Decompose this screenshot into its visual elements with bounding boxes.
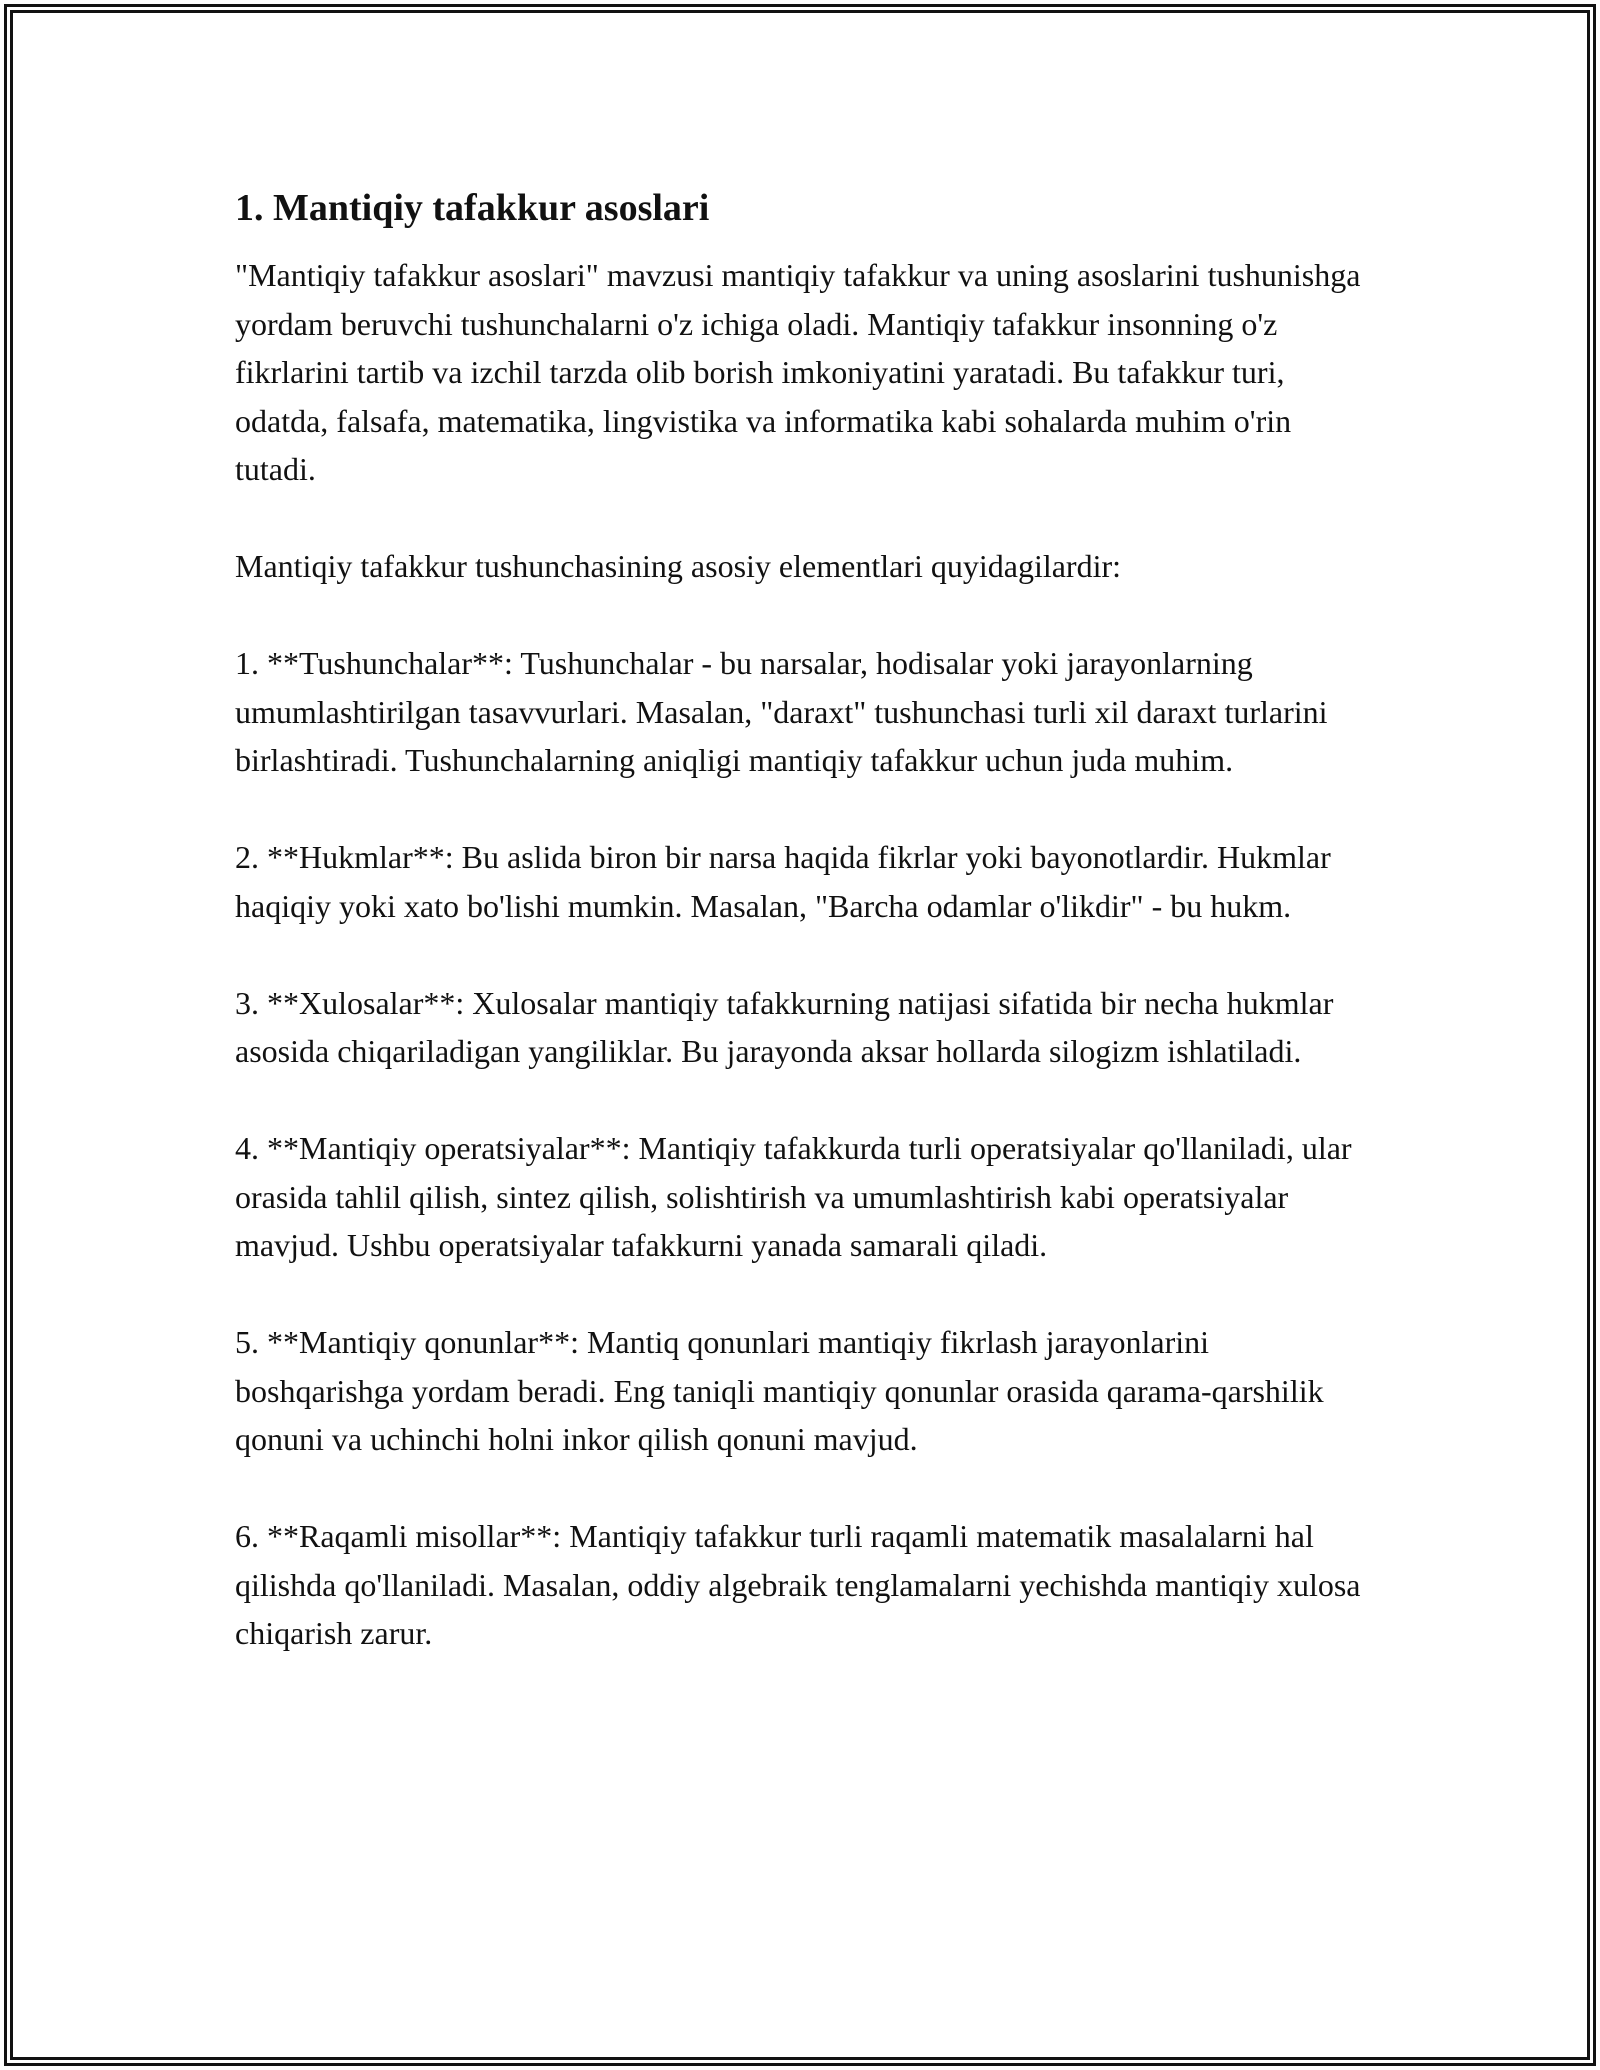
- document-body: [235, 185, 1375, 1706]
- list-item-raqamli-misollar: 6. **Raqamli misollar**: Mantiqiy tafakkur turli raqamli matematik masalalarni hal qilishda qo'llaniladi. Masalan, oddiy algebraik tenglamalarni yechishda mantiqiy xulosa chiqarish zarur.: [235, 1518, 1361, 1651]
- list-item-xulosalar: 3. **Xulosalar**: Xulosalar mantiqiy tafakkurning natijasi sifatida bir necha hukmlar asosida chiqariladigan yangiliklar. Bu jarayonda aksar hollarda silogizm ishlatiladi.: [235, 984, 1334, 1069]
- list-item-mantiqiy-operatsiyalar: 4. **Mantiqiy operatsiyalar**: Mantiqiy tafakkurda turli operatsiyalar qo'llaniladi, ular orasida tahlil qilish, sintez qilish, solishtirish va umumlashtirish kabi operatsiyalar mavjud. Ushbu operatsiyalar tafakkurni yanada samarali qiladi.: [235, 1130, 1352, 1263]
- elements-intro-paragraph: Mantiqiy tafakkur tushunchasining asosiy elementlari quyidagilardir:: [235, 548, 1122, 584]
- section-heading: 1. Mantiqiy tafakkur asoslari: [235, 187, 710, 229]
- intro-paragraph: "Mantiqiy tafakkur asoslari" mavzusi mantiqiy tafakkur va uning asoslarini tushunishga yordam beruvchi tushunchalarni o'z ichiga oladi. Mantiqiy tafakkur insonning o'z fikrlarini tartib va izchil tarzda olib borish imkoniyatini yaratadi. Bu tafakkur turi, odatda, falsafa, matematika, lingvistika va informatika kabi sohalarda muhim o'rin tutadi.: [235, 257, 1361, 487]
- list-item-mantiqiy-qonunlar: 5. **Mantiqiy qonunlar**: Mantiq qonunlari mantiqiy fikrlash jarayonlarini boshqarishga yordam beradi. Eng taniqli mantiqiy qonunlar orasida qarama-qarshilik qonuni va uchinchi holni inkor qilish qonuni mavjud.: [235, 1324, 1324, 1457]
- list-item-hukmlar: 2. **Hukmlar**: Bu aslida biron bir narsa haqida fikrlar yoki bayonotlardir. Hukmlar haqiqiy yoki xato bo'lishi mumkin. Masalan, "Barcha odamlar o'likdir" - bu hukm.: [235, 839, 1331, 924]
- list-item-tushunchalar: 1. **Tushunchalar**: Tushunchalar - bu narsalar, hodisalar yoki jarayonlarning umumlashtirilgan tasavvurlari. Masalan, "daraxt" tushunchasi turli xil daraxt turlarini birlashtiradi. Tushunchalarning aniqligi mantiqiy tafakkur uchun juda muhim.: [235, 645, 1328, 778]
